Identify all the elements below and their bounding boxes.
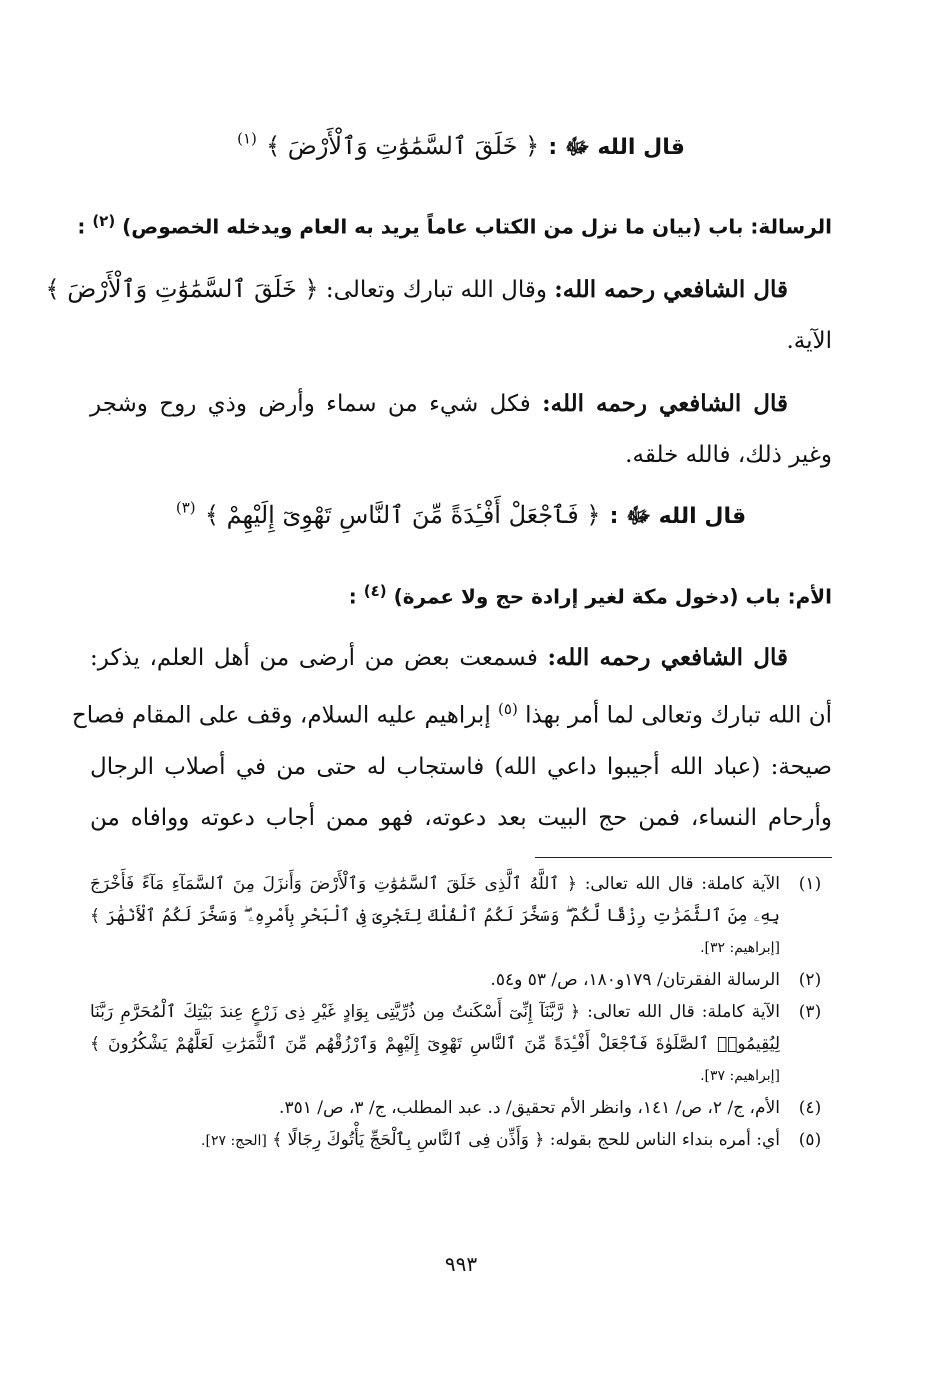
paragraph-3-line-3: صيحة: (عباد الله أجيبوا داعي الله) فاستجاب له حتى من في أصلاب الرجال <box>90 753 832 780</box>
page-number: ٩٩٣ <box>444 1252 478 1276</box>
paragraph-3-line-1-text: فسمعت بعض من أرضى من أهل العلم، يذكر: <box>90 645 538 671</box>
footnote-5-line-1 <box>90 1124 780 1157</box>
footnote-3-line-1: الآية كاملة: قال الله تعالى: ﴿ رَّبَّنَآ إِنِّىٓ أَسْكَنتُ مِن ذُرِّيَّتِى بِوَادٍ غَيْرِ ذِى زَرْعٍ عِندَ بَيْتِكَ ٱلْمُحَرَّمِ رَبَّنَا <box>90 1002 780 1022</box>
footnote-5-reference: [الحج: ٢٧]. <box>201 1133 267 1149</box>
footnote-1 <box>90 868 832 964</box>
paragraph-3-line-2 <box>71 684 832 742</box>
footnote-marker-2[interactable]: (٢) <box>92 212 116 230</box>
footnote-4 <box>90 1092 832 1124</box>
footnote-marker-5[interactable]: (٥) <box>498 700 518 718</box>
section-heading-1-tail: : <box>77 214 86 239</box>
footnote-3-line-2: لِيُقِيمُوا۟ ٱلصَّلَوٰةَ فَٱجْعَلْ أَفْـِٔدَةً مِّنَ ٱلنَّاسِ تَهْوِىٓ إِلَيْهِمْ وَٱرْزُقْهُم مِّنَ ٱلثَّمَرَٰتِ لَعَلَّهُمْ يَشْكُرُونَ ﴾ <box>90 1034 780 1054</box>
paragraph-1-quran: ﴿ خَلَقَ ٱلسَّمَٰوَٰتِ وَٱلْأَرْضَ ﴾ <box>45 275 319 303</box>
paragraph-3-speaker: قال الشافعي رحمه الله: <box>547 644 788 671</box>
footnote-5 <box>90 1124 832 1157</box>
footnote-2 <box>90 964 832 996</box>
paragraph-2 <box>90 378 832 481</box>
paragraph-1-speaker: قال الشافعي رحمه الله: <box>554 276 788 303</box>
footnote-2-number: (٢) <box>798 970 822 990</box>
section-heading-2 <box>90 582 832 609</box>
verse-heading-1 <box>90 127 832 165</box>
paragraph-1 <box>45 264 832 367</box>
footnote-marker-3[interactable]: (٣) <box>175 498 196 517</box>
paragraph-1-line-1 <box>45 264 832 316</box>
paragraph-3 <box>71 632 832 844</box>
paragraph-3-line-1 <box>90 632 832 684</box>
footnote-1-number: (١) <box>798 874 822 894</box>
paragraph-1-text: وقال الله تبارك وتعالى: <box>325 277 547 303</box>
book-page <box>45 0 832 1386</box>
footnote-marker-4[interactable]: (٤) <box>363 582 387 600</box>
footnote-3-number: (٣) <box>798 1002 822 1022</box>
footnote-marker-1[interactable]: (١) <box>237 129 257 148</box>
section-heading-1 <box>77 212 832 239</box>
paragraph-1-line-2: الآية. <box>786 328 832 354</box>
footnote-3 <box>90 996 832 1092</box>
section-heading-2-text: الأم: باب (دخول مكة لغير إرادة حج ولا عمرة) <box>393 584 832 609</box>
footnote-4-line-1: الأم، ج/ ٢، ص/ ١٤١، وانظر الأم تحقيق/ د. عبد المطلب، ج/ ٣، ص/ ٣٥١. <box>279 1098 780 1118</box>
footnote-5-number: (٥) <box>798 1130 822 1150</box>
section-heading-2-tail: : <box>348 584 357 609</box>
paragraph-2-speaker: قال الشافعي رحمه الله: <box>542 390 788 417</box>
paragraph-3-line-2-b: إبراهيم عليه السلام، وقف على المقام فصاح <box>71 702 491 729</box>
footnote-1-line-2: بِهِۦ مِنَ ٱلثَّمَرَٰتِ رِزْقًا لَّكُمْ ۖ وَسَخَّرَ لَكُمُ ٱلْفُلْكَ لِتَجْرِىَ فِى ٱلْبَحْرِ بِأَمْرِهِۦ ۖ وَسَخَّرَ لَكُمُ ٱلْأَنْهَٰرَ ﴾ <box>90 906 780 926</box>
section-heading-1-text: الرسالة: باب (بيان ما نزل من الكتاب عاماً يريد به العام ويدخله الخصوص) <box>122 214 832 239</box>
verse-heading-1-lead: قال الله ﷻ : <box>548 135 685 160</box>
footnote-4-number: (٤) <box>798 1098 822 1118</box>
footnote-3-reference: [إبراهيم: ٣٧]. <box>700 1068 780 1084</box>
footnote-1-line-1: الآية كاملة: قال الله تعالى: ﴿ ٱللَّهُ ٱلَّذِى خَلَقَ ٱلسَّمَٰوَٰتِ وَٱلْأَرْضَ وَأَنزَلَ مِنَ ٱلسَّمَآءِ مَآءً فَأَخْرَجَ <box>90 874 780 894</box>
paragraph-3-line-4: وأرحام النساء، فمن حج البيت بعد دعوته، فهو ممن أجاب دعوته ووافاه من <box>90 804 832 831</box>
paragraph-2-line-1 <box>90 378 832 430</box>
verse-heading-1-quran: ﴿ خَلَقَ ٱلسَّمَٰوَٰتِ وَٱلْأَرْضَ ﴾ <box>266 132 540 160</box>
verse-heading-2 <box>90 496 832 534</box>
footnote-divider <box>535 857 832 858</box>
footnotes <box>90 868 832 1157</box>
verse-heading-2-quran: ﴿ فَٱجْعَلْ أَفْـِٔدَةً مِّنَ ٱلنَّاسِ تَهْوِىٓ إِلَيْهِمْ ﴾ <box>204 501 601 529</box>
footnote-5-text: أي: أمره بنداء الناس للحج بقوله: ﴿ وَأَذِّن فِى ٱلنَّاسِ بِٱلْحَجِّ يَأْتُوكَ رِجَالًا ﴾ <box>272 1130 780 1150</box>
paragraph-2-line-2: وغير ذلك، فالله خلقه. <box>625 442 832 468</box>
footnote-2-line-1: الرسالة الفقرتان/ ١٧٩و١٨٠، ص/ ٥٣ و٥٤. <box>490 970 780 990</box>
verse-heading-2-lead: قال الله ﷻ : <box>609 504 747 529</box>
footnote-1-reference: [إبراهيم: ٣٢]. <box>700 940 780 956</box>
paragraph-3-line-2-a: أن الله تبارك وتعالى لما أمر بهذا <box>525 702 832 729</box>
paragraph-2-text: فكل شيء من سماء وأرض وذي روح وشجر <box>90 391 531 417</box>
